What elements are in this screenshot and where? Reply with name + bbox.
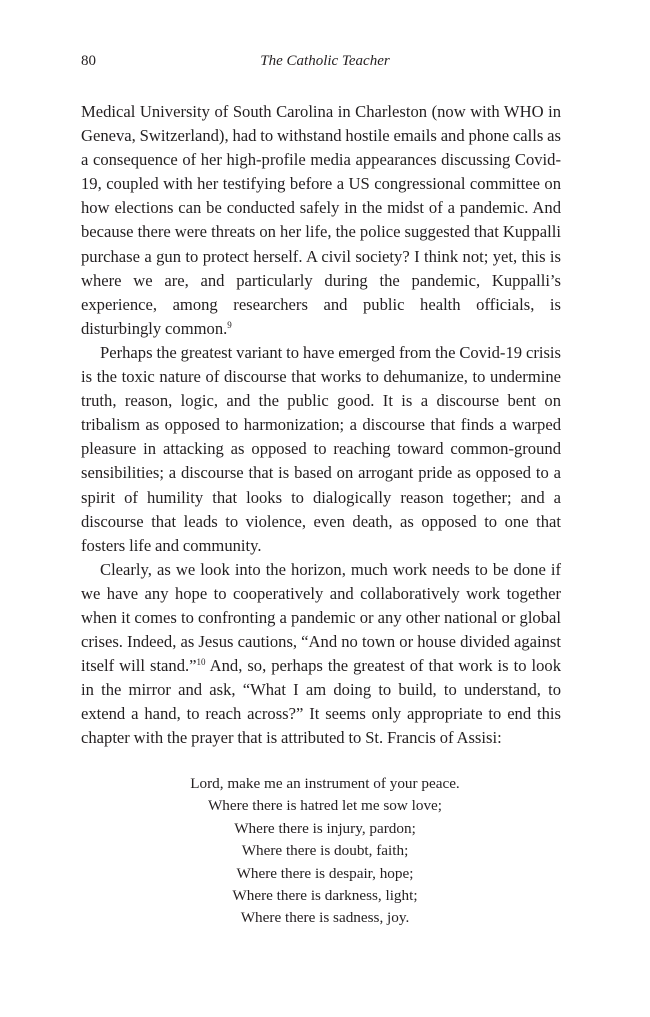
prayer-block — [0, 773, 650, 930]
paragraph-3 — [81, 558, 561, 751]
footnote-ref-10: 10 — [196, 657, 206, 668]
paragraph-1 — [81, 100, 561, 341]
paragraph-2-text: Perhaps the greatest variant to have emerged from the Covid-19 crisis is the toxic nature of discourse that works to dehumanize, to undermine truth, reason, logic, and the public good. It is a discourse bent on tribalism as opposed to harmonization; a discourse that finds a warped pleasure in attacking as opposed to reaching toward common-ground sensibilities; a discourse that is based on arrogant pride as opposed to a spirit of humility that looks to dialogically reason together; and a discourse that leads to violence, even death, as opposed to one that fosters life and community. — [81, 342, 561, 555]
footnote-ref-9: 9 — [227, 319, 232, 330]
page-number: 80 — [81, 53, 96, 69]
running-head-title: The Catholic Teacher — [260, 53, 390, 69]
prayer-line: Where there is doubt, faith; — [241, 842, 409, 860]
paragraph-2 — [81, 341, 561, 558]
prayer-line: Where there is hatred let me sow love; — [207, 797, 443, 815]
prayer-line: Where there is injury, pardon; — [234, 819, 416, 837]
body-text — [81, 100, 561, 751]
prayer-line: Where there is despair, hope; — [236, 864, 414, 882]
prayer-line: Where there is darkness, light; — [232, 887, 418, 905]
paragraph-3-text-before: Clearly, as we look into the horizon, much work needs to be done if we have any hope to cooperatively and collaboratively work together when it comes to confronting a pandemic or any other national or global crises. Indeed, as Jesus cautions, “And no town or house divided against itself will stand.” — [81, 559, 561, 676]
paragraph-3-text-after: And, so, perhaps the greatest of that work is to look in the mirror and ask, “What I am doing to build, to understand, to extend a hand, to reach across?” It seems only appropriate to end this chapter with the prayer that is attributed to St. Francis of Assisi: — [81, 656, 562, 748]
prayer-line: Lord, make me an instrument of your peace. — [190, 775, 460, 792]
prayer-line: Where there is sadness, joy. — [240, 909, 410, 927]
paragraph-1-text: Medical University of South Carolina in Charleston (now with WHO in Geneva, Switzerland), had to withstand hostile emails and phone calls as a consequence of her high-profile media appearances discussing Covid-19, coupled with her testifying before a US congressional committee on how elections can be conducted safely in the midst of a pandemic. And because there were threats on her life, the police suggested that Kuppalli purchase a gun to protect herself. A civil society? I think not; yet, this is where we are, and particularly during the pandemic, Kuppalli’s experience, among researchers and public health officials, is disturbingly common. — [81, 102, 561, 338]
